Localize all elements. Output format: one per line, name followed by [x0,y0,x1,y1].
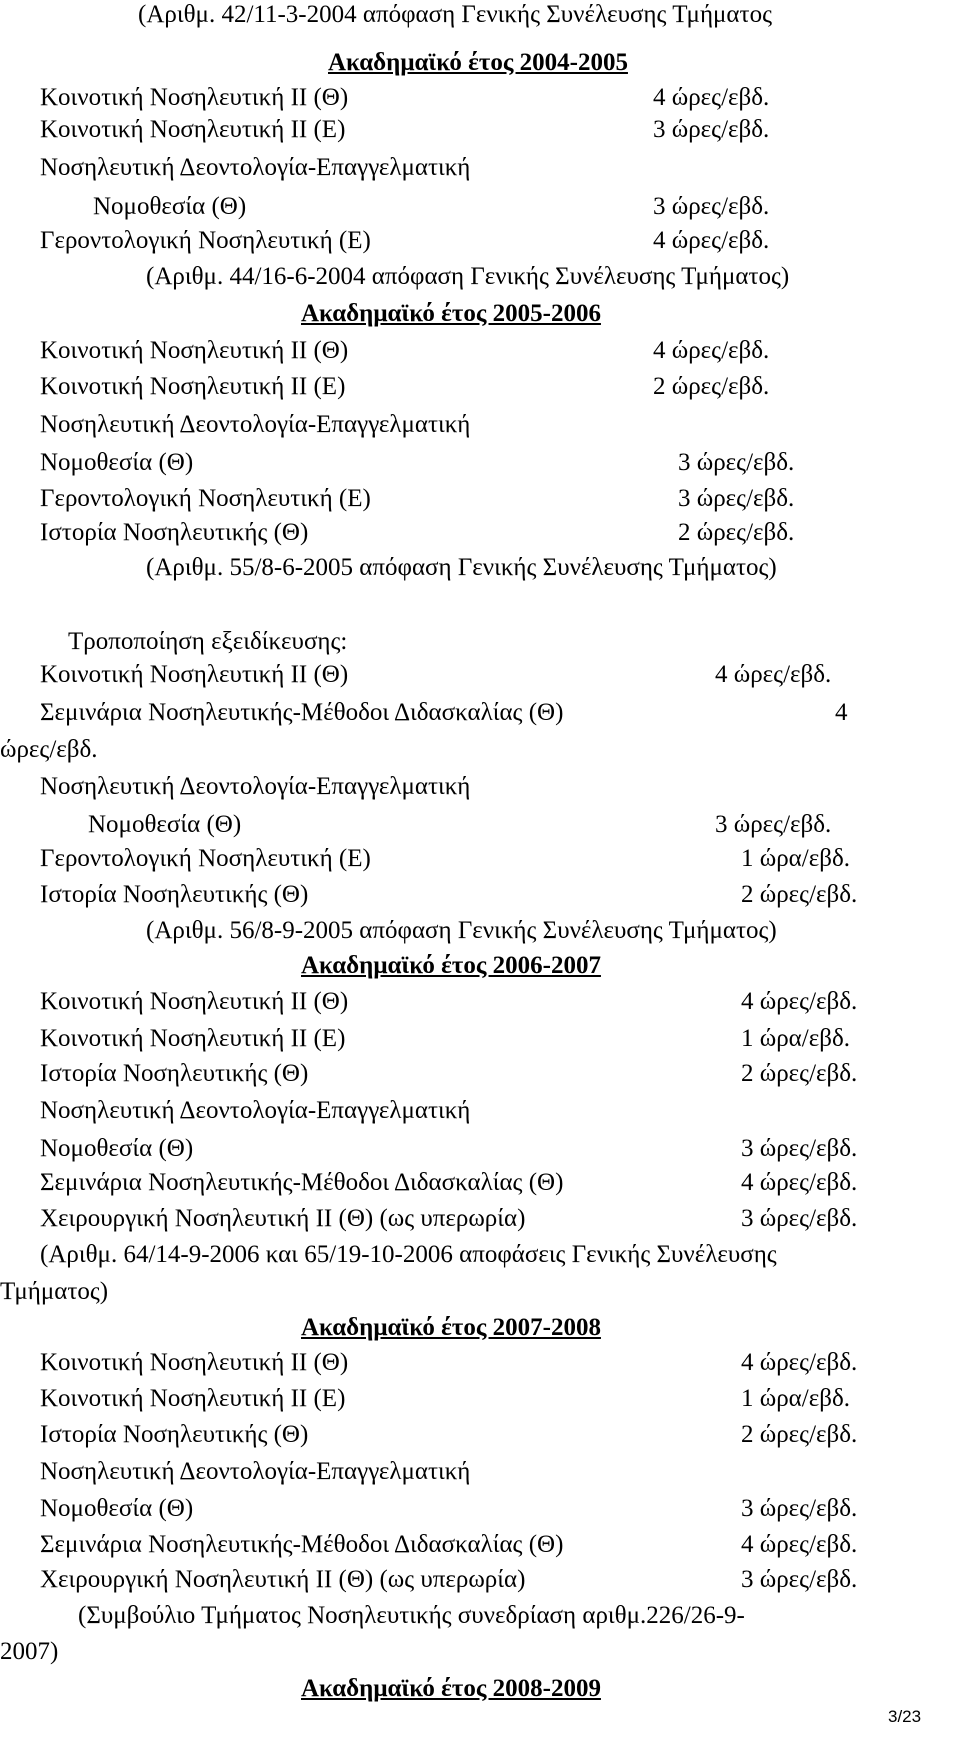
course-hours: 3 ώρες/εβδ. [678,449,795,476]
course-name: Νοσηλευτική Δεοντολογία-Επαγγελματική [40,154,471,181]
course-hours: 3 ώρες/εβδ. [653,193,770,220]
course-hours: 4 ώρες/εβδ. [653,337,770,364]
decision-note: (Αριθμ. 55/8-6-2005 απόφαση Γενικής Συνέλευσης Τμήματος) [146,554,777,581]
course-hours: 4 ώρες/εβδ. [741,1349,858,1376]
course-name: Κοινοτική Νοσηλευτική ΙΙ (Ε) [40,373,346,400]
course-name: Γεροντολογική Νοσηλευτική (Ε) [40,227,371,254]
course-name: Ιστορία Νοσηλευτικής (Θ) [40,1060,309,1087]
course-hours: 3 ώρες/εβδ. [741,1566,858,1593]
course-hours: 4 ώρες/εβδ. [741,988,858,1015]
course-name: Κοινοτική Νοσηλευτική ΙΙ (Θ) [40,84,349,111]
academic-year-heading: Ακαδημαϊκό έτος 2004-2005 [328,49,628,76]
course-name: Κοινοτική Νοσηλευτική ΙΙ (Ε) [40,1385,346,1412]
course-name: Κοινοτική Νοσηλευτική ΙΙ (Ε) [40,1025,346,1052]
course-hours: 4 ώρες/εβδ. [741,1531,858,1558]
course-hours: 4 ώρες/εβδ. [741,1169,858,1196]
section-note: Τροποποίηση εξειδίκευσης: [68,628,348,655]
course-hours: 2 ώρες/εβδ. [741,881,858,908]
course-name: Σεμινάρια Νοσηλευτικής-Μέθοδοι Διδασκαλίας (Θ) [40,1169,564,1196]
course-name: Κοινοτική Νοσηλευτική ΙΙ (Θ) [40,337,349,364]
course-hours: 3 ώρες/εβδ. [741,1495,858,1522]
course-hours: 2 ώρες/εβδ. [741,1060,858,1087]
course-name: Νομοθεσία (Θ) [88,811,242,838]
course-hours: 4 [835,699,848,726]
council-note: (Συμβούλιο Τμήματος Νοσηλευτικής συνεδρίαση αριθμ.226/26-9- [78,1602,745,1629]
course-hours: 1 ώρα/εβδ. [741,1025,850,1052]
course-name: Ιστορία Νοσηλευτικής (Θ) [40,519,309,546]
course-name: Κοινοτική Νοσηλευτική ΙΙ (Θ) [40,1349,349,1376]
course-hours: 1 ώρα/εβδ. [741,845,850,872]
course-hours: 3 ώρες/εβδ. [653,116,770,143]
course-hours: 4 ώρες/εβδ. [715,661,832,688]
course-name: Νοσηλευτική Δεοντολογία-Επαγγελματική [40,411,471,438]
course-name: Γεροντολογική Νοσηλευτική (Ε) [40,845,371,872]
academic-year-heading: Ακαδημαϊκό έτος 2005-2006 [301,300,601,327]
page-number: 3/23 [888,1707,922,1726]
course-name: Νομοθεσία (Θ) [40,1135,194,1162]
course-hours: 2 ώρες/εβδ. [653,373,770,400]
course-name: Σεμινάρια Νοσηλευτικής-Μέθοδοι Διδασκαλίας (Θ) [40,699,564,726]
council-note-wrap: 2007) [0,1638,59,1665]
course-hours: 2 ώρες/εβδ. [678,519,795,546]
course-hours: 3 ώρες/εβδ. [741,1135,858,1162]
course-hours: 3 ώρες/εβδ. [741,1205,858,1232]
course-name: Νομοθεσία (Θ) [40,1495,194,1522]
course-name: Χειρουργική Νοσηλευτική ΙΙ (Θ) (ως υπερωρία) [40,1205,526,1232]
academic-year-heading: Ακαδημαϊκό έτος 2008-2009 [301,1675,601,1702]
course-name: Χειρουργική Νοσηλευτική ΙΙ (Θ) (ως υπερωρία) [40,1566,526,1593]
course-hours-wrap: ώρες/εβδ. [0,736,98,763]
course-name: Σεμινάρια Νοσηλευτικής-Μέθοδοι Διδασκαλίας (Θ) [40,1531,564,1558]
course-hours: 4 ώρες/εβδ. [653,227,770,254]
course-name: Νομοθεσία (Θ) [93,193,247,220]
course-name: Νοσηλευτική Δεοντολογία-Επαγγελματική [40,1097,471,1124]
course-name: Κοινοτική Νοσηλευτική ΙΙ (Ε) [40,116,346,143]
course-name: Ιστορία Νοσηλευτικής (Θ) [40,1421,309,1448]
academic-year-heading: Ακαδημαϊκό έτος 2006-2007 [301,952,601,979]
course-name: Κοινοτική Νοσηλευτική ΙΙ (Θ) [40,661,349,688]
decision-note: (Αριθμ. 64/14-9-2006 και 65/19-10-2006 αποφάσεις Γενικής Συνέλευσης [40,1241,777,1268]
course-name: Νομοθεσία (Θ) [40,449,194,476]
academic-year-heading: Ακαδημαϊκό έτος 2007-2008 [301,1314,601,1341]
course-hours: 4 ώρες/εβδ. [653,84,770,111]
decision-note: (Αριθμ. 56/8-9-2005 απόφαση Γενικής Συνέλευσης Τμήματος) [146,917,777,944]
course-name: Κοινοτική Νοσηλευτική ΙΙ (Θ) [40,988,349,1015]
course-name: Γεροντολογική Νοσηλευτική (Ε) [40,485,371,512]
course-hours: 3 ώρες/εβδ. [678,485,795,512]
course-name: Ιστορία Νοσηλευτικής (Θ) [40,881,309,908]
course-name: Νοσηλευτική Δεοντολογία-Επαγγελματική [40,773,471,800]
decision-note-wrap: Τμήματος) [0,1278,109,1305]
decision-note: (Αριθμ. 44/16-6-2004 απόφαση Γενικής Συνέλευσης Τμήματος) [146,263,790,290]
course-name: Νοσηλευτική Δεοντολογία-Επαγγελματική [40,1458,471,1485]
course-hours: 1 ώρα/εβδ. [741,1385,850,1412]
course-hours: 2 ώρες/εβδ. [741,1421,858,1448]
course-hours: 3 ώρες/εβδ. [715,811,832,838]
decision-note: (Αριθμ. 42/11-3-2004 απόφαση Γενικής Συνέλευσης Τμήματος [138,1,772,28]
